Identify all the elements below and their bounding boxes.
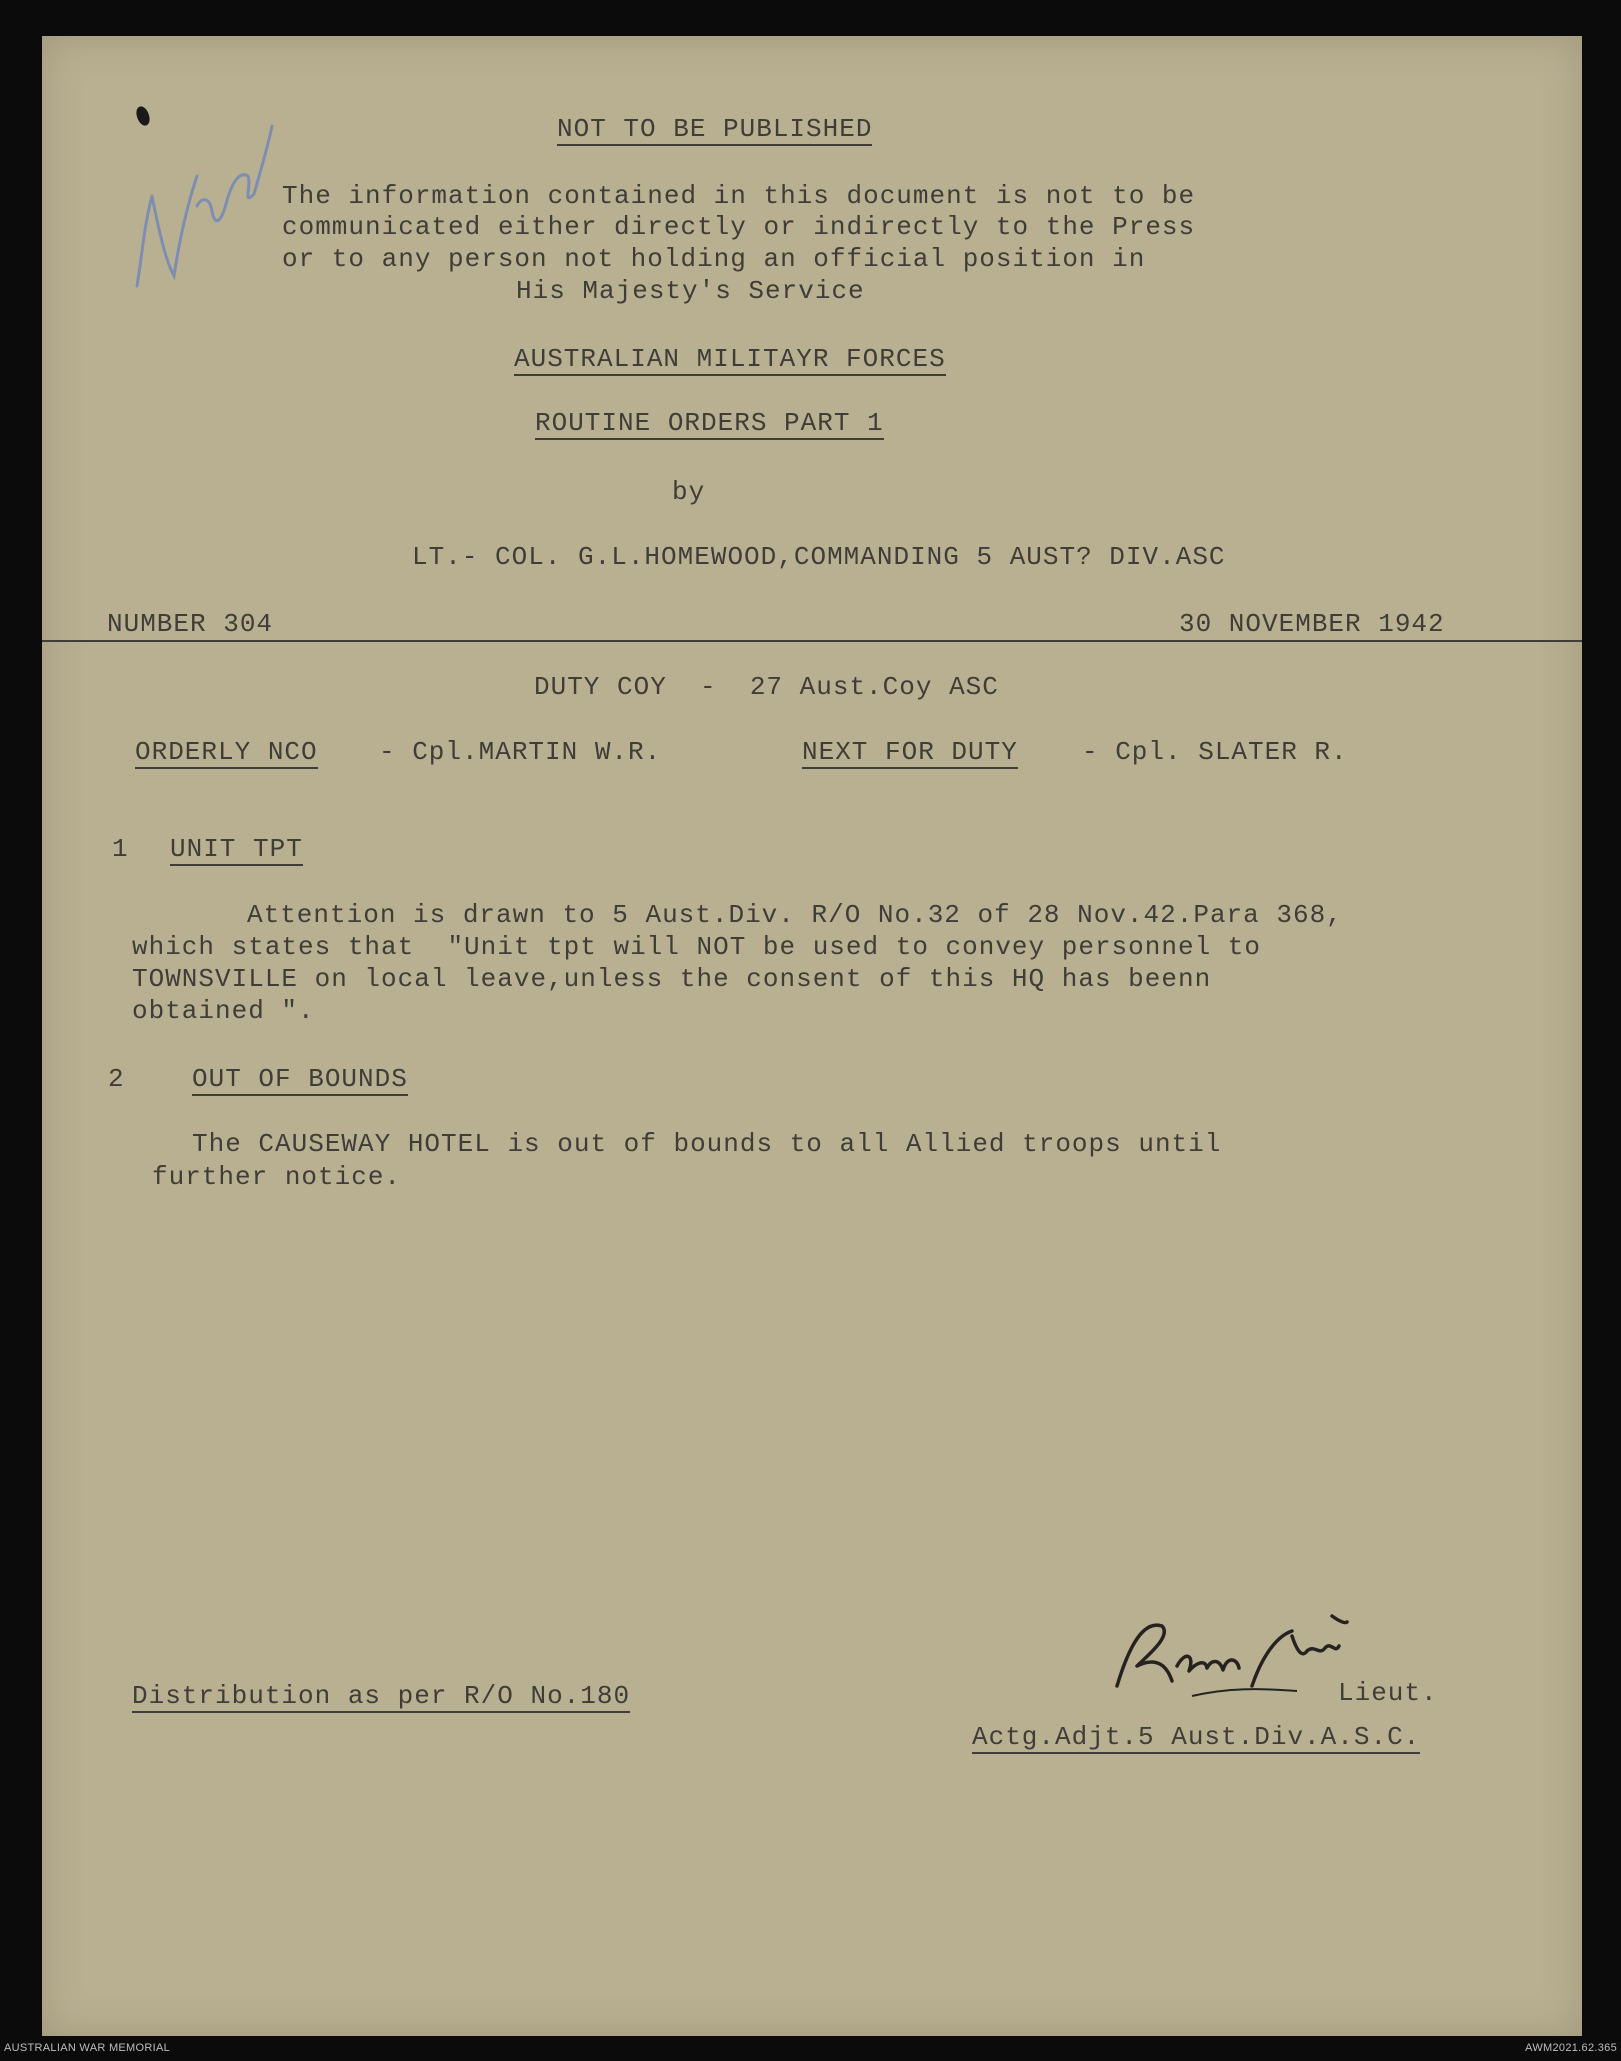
item-line: Attention is drawn to 5 Aust.Div. R/O No.32 of 28 Nov.42.Para 368, [247, 900, 1343, 930]
item-heading: UNIT TPT [170, 834, 303, 864]
duty-company: DUTY COY - 27 Aust.Coy ASC [534, 672, 999, 702]
orderly-nco-value: - Cpl.MARTIN W.R. [379, 737, 662, 767]
item-number: 2 [108, 1064, 125, 1094]
header-divider [42, 640, 1582, 642]
order-number: NUMBER 304 [107, 609, 274, 639]
restriction-line: The information contained in this document is not to be [282, 181, 1196, 211]
document-title: ROUTINE ORDERS PART 1 [535, 408, 884, 438]
item-heading: OUT OF BOUNDS [192, 1064, 408, 1094]
signatory-appointment: Actg.Adjt.5 Aust.Div.A.S.C. [972, 1722, 1421, 1752]
next-for-duty-value: - Cpl. SLATER R. [1082, 737, 1348, 767]
item-number: 1 [112, 834, 129, 864]
restriction-line: communicated either directly or indirectly to the Press [282, 212, 1196, 242]
document-page [42, 36, 1582, 2036]
restriction-title: NOT TO BE PUBLISHED [557, 114, 873, 144]
item-line: which states that "Unit tpt will NOT be used to convey personnel to [132, 932, 1261, 962]
item-line: further notice. [152, 1162, 402, 1192]
item-line: The CAUSEWAY HOTEL is out of bounds to all Allied troops until [192, 1129, 1222, 1159]
item-line: TOWNSVILLE on local leave,unless the consent of this HQ has beenn [132, 964, 1212, 994]
footer-reference: AWM2021.62.365 [1525, 2042, 1617, 2054]
next-for-duty-label: NEXT FOR DUTY [802, 737, 1018, 767]
restriction-line: or to any person not holding an official position in [282, 244, 1146, 274]
distribution-note: Distribution as per R/O No.180 [132, 1681, 631, 1711]
organisation-title: AUSTRALIAN MILITAYR FORCES [514, 344, 946, 374]
item-line: obtained ". [132, 996, 315, 1026]
by-line: by [672, 477, 706, 507]
signatory-rank: Lieut. [1338, 1678, 1438, 1708]
issuing-officer: LT.- COL. G.L.HOMEWOOD,COMMANDING 5 AUST? DIV.ASC [412, 542, 1226, 572]
footer-institution: AUSTRALIAN WAR MEMORIAL [4, 2042, 171, 2054]
orderly-nco-label: ORDERLY NCO [135, 737, 318, 767]
pencil-annotation [102, 86, 302, 336]
restriction-line: His Majesty's Service [516, 276, 865, 306]
order-date: 30 NOVEMBER 1942 [1179, 609, 1445, 639]
